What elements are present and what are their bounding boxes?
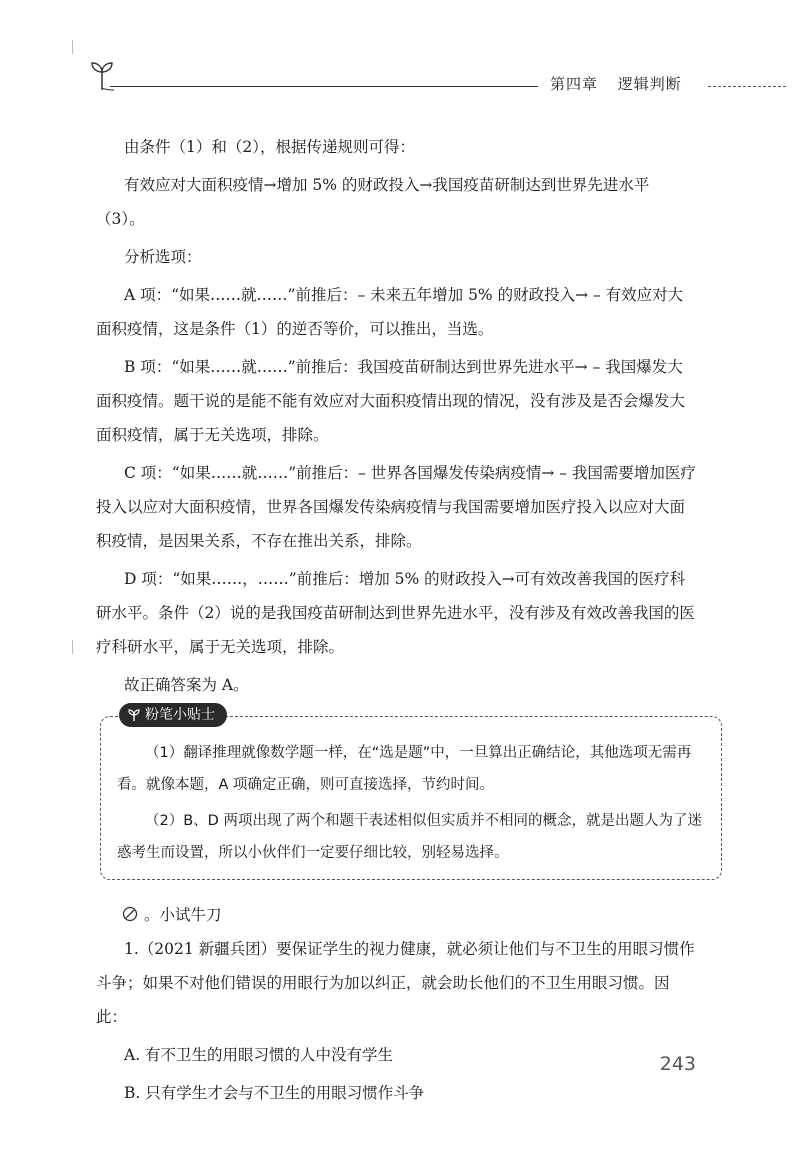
header-rule: [110, 86, 538, 87]
margin-mark: [72, 640, 73, 654]
main-content: [96, 130, 702, 1110]
practice-question: 1.（2021 新疆兵团）要保证学生的视力健康，就必须让他们与不卫生的用眼习惯作斗争；如果不对他们错误的用眼行为加以纠正，就会助长他们的不卫生用眼习惯。因此：: [96, 940, 695, 1026]
tip-box: [100, 707, 722, 880]
chapter-label: [550, 73, 682, 94]
page-number: 243: [659, 1053, 696, 1075]
paragraph: B 项：“如果……就……”前推后：我国疫苗研制达到世界先进水平→ – 我国爆发大面积疫情。题干说的是能不能有效应对大面积疫情出现的情况，没有涉及是否会爆发大面积疫情，属于无关选项，排除。: [96, 358, 686, 444]
tip-item: （1）翻译推理就像数学题一样，在“选是题”中，一旦算出正确结论，其他选项无需再看。就像本题，A 项确定正确，则可直接选择，节约时间。: [117, 745, 692, 793]
practice-title: [96, 898, 696, 932]
paragraph: 有效应对大面积疫情→增加 5% 的财政投入→我国疫苗研制达到世界先进水平（3）。: [96, 176, 650, 228]
section-name: 逻辑判断: [617, 75, 682, 93]
tip-item: （2）B、D 两项出现了两个和题干表述相似但实质并不相同的概念，就是出题人为了迷惑考生而设置，所以小伙伴们一定要仔细比较，别轻易选择。: [117, 813, 702, 861]
tip-title: 粉笔小贴士: [145, 707, 215, 723]
paragraph: 分析选项：: [124, 248, 202, 266]
paragraph: A 项：“如果……就……”前推后：– 未来五年增加 5% 的财政投入→ – 有效应对大面积疫情，这是条件（1）的逆否等价，可以推出，当选。: [96, 286, 684, 338]
paragraph: D 项：“如果……，……”前推后：增加 5% 的财政投入→可有效改善我国的医疗科研水平。条件（2）说的是我国疫苗研制达到世界先进水平，没有涉及有效改善我国的医疗科研水平，属于无关选项，排除。: [96, 570, 695, 656]
answer-paragraph: 故正确答案为 A。: [124, 676, 249, 694]
paragraph: 由条件（1）和（2），根据传递规则可得：: [124, 138, 415, 156]
paragraph: C 项：“如果……就……”前推后：– 世界各国爆发传染病疫情→ – 我国需要增加医疗投入以应对大面积疫情，世界各国爆发传染病疫情与我国需要增加医疗投入以应对大面积疫情，是因果关系，不存在推出关系，排除。: [96, 464, 696, 550]
header-rule-dashed: [708, 86, 786, 87]
page-header: [88, 56, 788, 96]
margin-mark: [72, 40, 73, 54]
pencil-icon: [122, 906, 138, 922]
chapter-number: 第四章: [550, 75, 599, 93]
practice-option: A. 有不卫生的用眼习惯的人中没有学生: [124, 1046, 394, 1064]
practice-title-text: 。小试牛刀: [144, 906, 222, 924]
sprout-icon: [127, 708, 141, 722]
tip-badge: [119, 703, 227, 727]
practice-option: B. 只有学生才会与不卫生的用眼习惯作斗争: [124, 1084, 425, 1102]
